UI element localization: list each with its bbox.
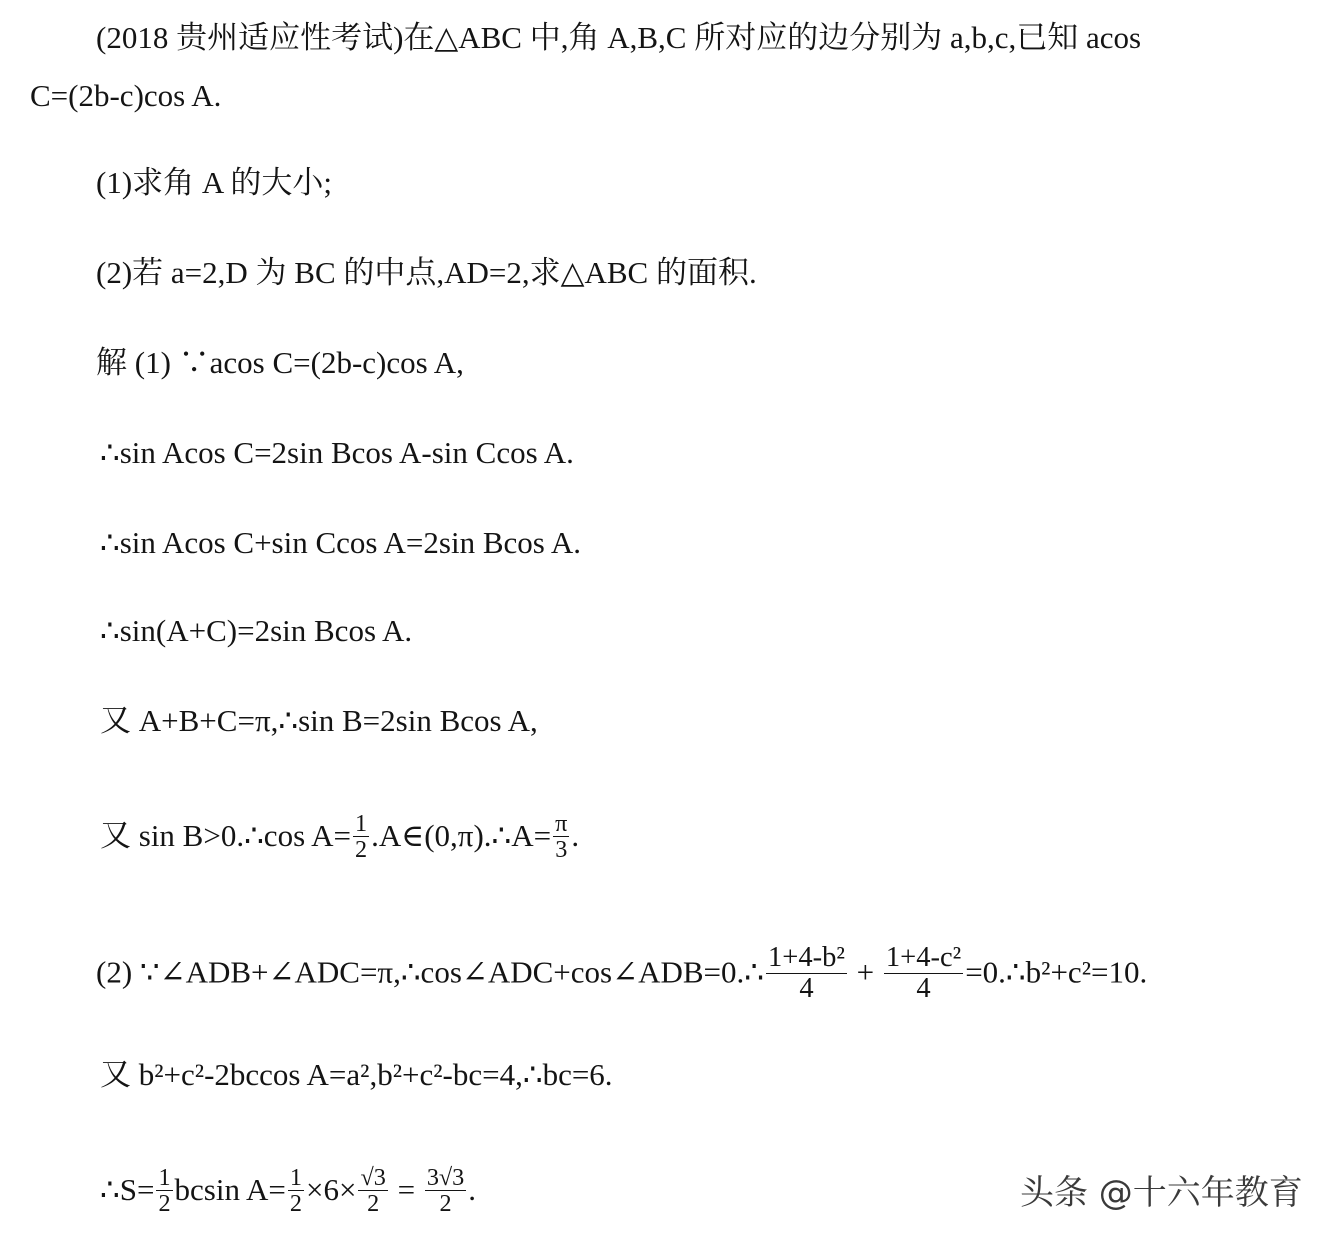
step9-text-mid1: bcsin A= xyxy=(174,1172,286,1207)
step6-text-mid: .A∈(0,π).∴A= xyxy=(371,818,552,853)
fraction-one-half xyxy=(288,1165,304,1217)
step6-text-pre: 又 sin B>0.∴cos A= xyxy=(100,818,352,853)
fraction-sqrt3-over-2 xyxy=(358,1165,387,1217)
fraction-3sqrt3-over-2 xyxy=(425,1165,466,1217)
question-1: (1)求角 A 的大小; xyxy=(96,165,332,200)
fraction-numerator: 1 xyxy=(289,1164,302,1191)
solution-step-2: ∴sin Acos C=2sin Bcos A-sin Ccos A. xyxy=(100,435,574,470)
fraction-one-half xyxy=(353,811,369,863)
fraction-denominator: 2 xyxy=(289,1190,302,1218)
solution-step-9 xyxy=(100,1164,477,1219)
step7-text-pre: (2) ∵∠ADB+∠ADC=π,∴cos∠ADC+cos∠ADB=0.∴ xyxy=(96,954,764,990)
problem-line-2: C=(2b-c)cos A. xyxy=(30,78,222,113)
watermark: 头条 @十六年教育 xyxy=(1020,1173,1303,1213)
fraction-numerator: √3 xyxy=(360,1164,386,1191)
step6-text-end: . xyxy=(571,818,580,853)
fraction-denominator: 3 xyxy=(555,836,568,864)
fraction-pi-over-3 xyxy=(553,811,569,863)
step9-equals: = xyxy=(389,1172,423,1207)
step9-text-end: . xyxy=(468,1172,477,1207)
solution-step-7 xyxy=(96,942,1148,1006)
step9-text-mid2: ×6× xyxy=(306,1172,357,1207)
fraction-denominator: 2 xyxy=(439,1190,452,1218)
solution-step-1: 解 (1) ∵acos C=(2b-c)cos A, xyxy=(96,345,464,380)
fraction-numerator: π xyxy=(555,810,568,837)
fraction-denominator: 4 xyxy=(799,972,814,1004)
fraction-ac-term xyxy=(766,943,847,1004)
fraction-denominator: 2 xyxy=(158,1190,171,1218)
solution-step-5: 又 A+B+C=π,∴sin B=2sin Bcos A, xyxy=(100,703,538,738)
fraction-numerator: 1 xyxy=(158,1164,171,1191)
step7-plus: + xyxy=(848,954,882,990)
fraction-one-half xyxy=(156,1165,172,1217)
fraction-denominator: 4 xyxy=(916,972,931,1004)
step9-text-pre: ∴S= xyxy=(100,1172,155,1207)
question-2: (2)若 a=2,D 为 BC 的中点,AD=2,求△ABC 的面积. xyxy=(96,255,757,290)
fraction-numerator: 3√3 xyxy=(426,1164,465,1191)
problem-line-1: (2018 贵州适应性考试)在△ABC 中,角 A,B,C 所对应的边分别为 a,b,c,已知 acos xyxy=(96,20,1142,55)
fraction-numerator: 1 xyxy=(355,810,368,837)
fraction-denominator: 2 xyxy=(355,836,368,864)
solution-step-8: 又 b²+c²-2bccos A=a²,b²+c²-bc=4,∴bc=6. xyxy=(100,1057,613,1092)
fraction-ab-term xyxy=(884,943,963,1004)
fraction-numerator: 1+4-c² xyxy=(885,942,962,973)
fraction-denominator: 2 xyxy=(367,1190,380,1218)
step7-text-end: =0.∴b²+c²=10. xyxy=(965,954,1148,990)
solution-step-4: ∴sin(A+C)=2sin Bcos A. xyxy=(100,613,413,648)
solution-step-6 xyxy=(100,810,580,865)
solution-step-3: ∴sin Acos C+sin Ccos A=2sin Bcos A. xyxy=(100,525,581,560)
fraction-numerator: 1+4-b² xyxy=(768,942,845,973)
